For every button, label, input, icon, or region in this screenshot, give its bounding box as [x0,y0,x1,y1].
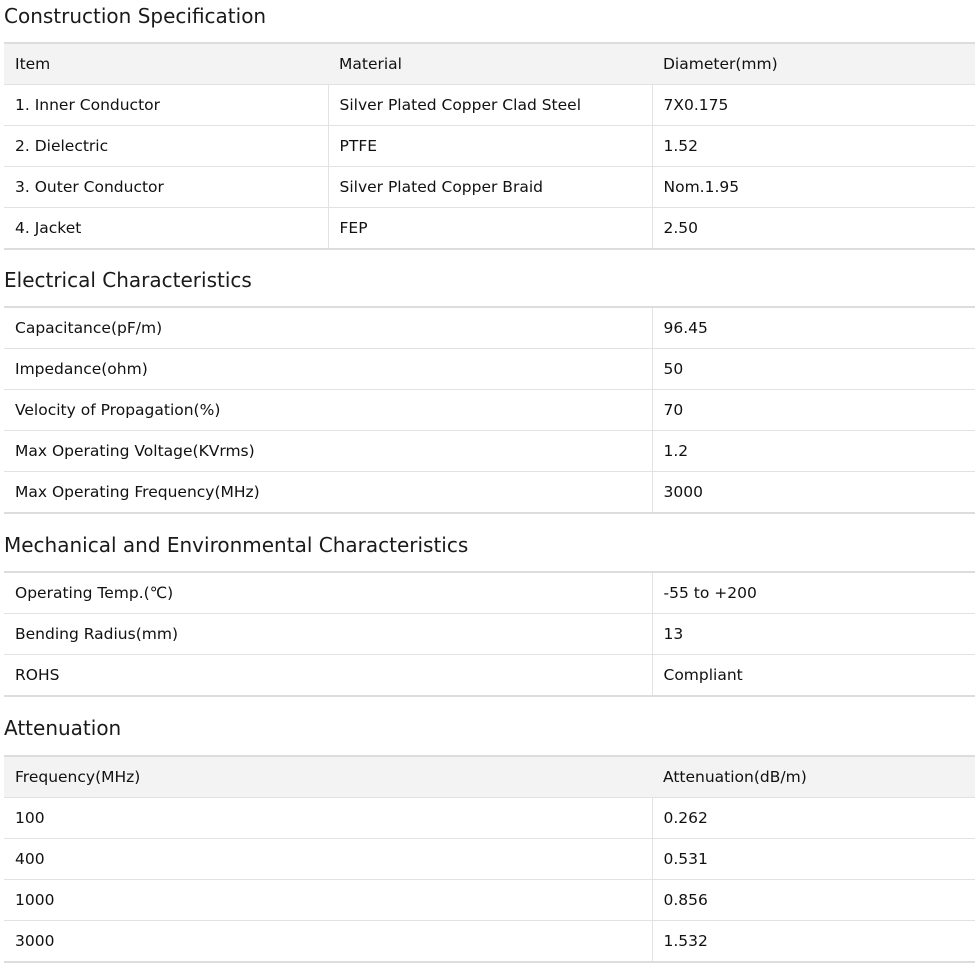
table-row [4,614,975,655]
mechanical-section-title: Mechanical and Environmental Characteristics [4,533,469,557]
value-cell: Compliant [652,655,975,697]
table-header-row [4,43,975,85]
table-row [4,390,975,431]
table-row [4,472,975,514]
construction-section-title: Construction Specification [4,4,267,28]
frequency-cell: 1000 [4,880,652,921]
table-row [4,349,975,390]
property-cell: Operating Temp.(℃) [4,572,652,614]
item-cell: 4. Jacket [4,208,328,250]
table-row [4,431,975,472]
table-row [4,167,975,208]
attenuation-cell: 0.531 [652,839,975,880]
column-header-material: Material [328,43,652,85]
property-cell: Velocity of Propagation(%) [4,390,652,431]
diameter-cell: 7X0.175 [652,85,975,126]
value-cell: 96.45 [652,307,975,349]
value-cell: 50 [652,349,975,390]
column-header-diameter: Diameter(mm) [652,43,975,85]
property-cell: Capacitance(pF/m) [4,307,652,349]
material-cell: Silver Plated Copper Braid [328,167,652,208]
diameter-cell: Nom.1.95 [652,167,975,208]
electrical-section-title: Electrical Characteristics [4,268,252,292]
table-row [4,85,975,126]
table-row [4,208,975,250]
property-cell: Max Operating Voltage(KVrms) [4,431,652,472]
column-header-frequency: Frequency(MHz) [4,756,652,798]
column-header-attenuation: Attenuation(dB/m) [652,756,975,798]
diameter-cell: 2.50 [652,208,975,250]
table-row [4,839,975,880]
item-cell: 2. Dielectric [4,126,328,167]
attenuation-section-title: Attenuation [4,716,122,740]
material-cell: FEP [328,208,652,250]
table-row [4,880,975,921]
frequency-cell: 100 [4,798,652,839]
table-row [4,798,975,839]
material-cell: Silver Plated Copper Clad Steel [328,85,652,126]
frequency-cell: 400 [4,839,652,880]
value-cell: 1.2 [652,431,975,472]
diameter-cell: 1.52 [652,126,975,167]
column-header-item: Item [4,43,328,85]
attenuation-cell: 0.262 [652,798,975,839]
construction-table [4,42,975,250]
value-cell: 70 [652,390,975,431]
mechanical-table [4,571,975,697]
electrical-table [4,306,975,514]
attenuation-cell: 0.856 [652,880,975,921]
item-cell: 1. Inner Conductor [4,85,328,126]
property-cell: Max Operating Frequency(MHz) [4,472,652,514]
table-header-row [4,756,975,798]
frequency-cell: 3000 [4,921,652,963]
table-row [4,921,975,963]
value-cell: -55 to +200 [652,572,975,614]
attenuation-table [4,755,975,963]
property-cell: Bending Radius(mm) [4,614,652,655]
item-cell: 3. Outer Conductor [4,167,328,208]
value-cell: 3000 [652,472,975,514]
value-cell: 13 [652,614,975,655]
property-cell: ROHS [4,655,652,697]
table-row [4,307,975,349]
table-row [4,126,975,167]
table-row [4,655,975,697]
property-cell: Impedance(ohm) [4,349,652,390]
attenuation-cell: 1.532 [652,921,975,963]
table-row [4,572,975,614]
material-cell: PTFE [328,126,652,167]
